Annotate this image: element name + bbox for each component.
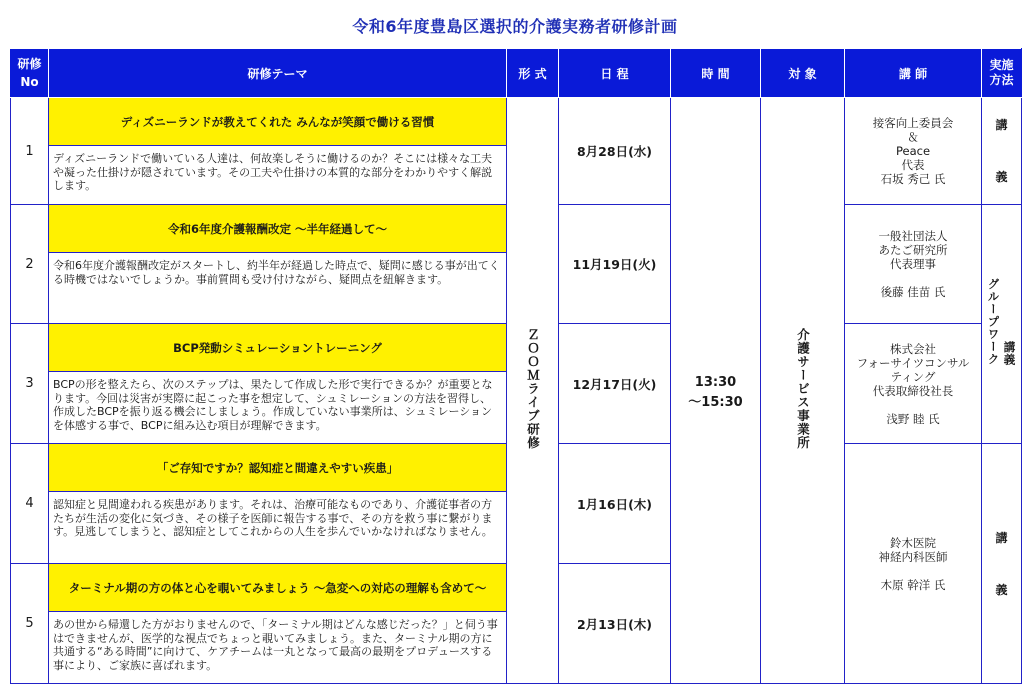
session-date: 11月19日(火) — [559, 205, 671, 324]
method-lecture-1: 講 義 — [995, 118, 1008, 184]
session-description: あの世から帰還した方がおりませんので、「ターミナル期はどんな感じだった？」と伺う事はできませんが、医学的な視点でちょっと覗いてみましょう。また、ターミナル期の方に共通する“ある時間”に向けて、ケアチームは一丸となって最高の最期をプロデュースする事により、ご家族に喜ばれます。 — [53, 618, 498, 672]
session-date: 12月17日(火) — [559, 324, 671, 444]
session-no: 1 — [11, 98, 49, 205]
lecturer-cell — [845, 444, 982, 684]
header-time: 時 間 — [671, 49, 761, 98]
session-theme-title: 令和6年度介護報酬改定 ～半年経過して～ — [49, 205, 506, 253]
session-theme-title: ディズニーランドが教えてくれた みんなが笑顔で働ける習慣 — [49, 98, 506, 146]
lecturer-2: 一般社団法人 あたご研究所 代表理事 後藤 佳苗 氏 — [878, 229, 948, 299]
time-cell — [671, 98, 761, 684]
method-group-work: グループワーク — [986, 278, 1001, 366]
session-theme — [49, 564, 507, 684]
session-description: BCPの形を整えたら、次のステップは、果たして作成した形で実行できるか？が重要となります。今回は災害が実際に起こった事を想定して、シュミレーションの方法を習得し、作成したBCPを振り返る機会にしましょう。作成していない事業所は、シュミレーションを体感する事で、BCPに組み込む項目が理解できます。 — [53, 378, 493, 432]
method-group-work-suffix: 講義 — [1002, 340, 1017, 366]
table-row — [11, 98, 1022, 205]
method-cell — [982, 444, 1022, 684]
session-no: 2 — [11, 205, 49, 324]
method-cell — [982, 98, 1022, 205]
lecturer-1: 接客向上委員会 ＆ Peace 代表 石坂 秀己 氏 — [872, 116, 954, 186]
session-date: 8月28日(水) — [559, 98, 671, 205]
method-lecture-2: 講 義 — [995, 530, 1008, 597]
session-theme-title: ターミナル期の方の体と心を覗いてみましょう ～急変への対応の理解も含めて～ — [49, 564, 506, 612]
format-text: ＺＯＯＭライブ研修 — [525, 327, 541, 450]
session-theme-title: 「ご存知ですか？認知症と間違えやすい疾患」 — [49, 444, 506, 492]
session-theme — [49, 324, 507, 444]
lecturer-cell — [845, 98, 982, 205]
session-no: 4 — [11, 444, 49, 564]
target-text: 介護サービス事業所 — [795, 327, 811, 450]
session-theme — [49, 98, 507, 205]
method-cell — [982, 205, 1022, 444]
training-plan-table — [10, 48, 1022, 684]
session-description: 認知症と見間違われる疾患があります。それは、治療可能なものであり、介護従事者の方たちが生活の変化に気づき、その様子を医師に報告する事で、その方を救う事に繋がります。見逃してしまうと、認知症としてこれからの人生を歩んでいかなければなりません。 — [53, 498, 493, 538]
session-date: 1月16日(木) — [559, 444, 671, 564]
time-text: 13:30 ～15:30 — [688, 374, 743, 410]
lecturer-3: 株式会社 フォーサイツコンサル ティング 代表取締役社長 浅野 睦 氏 — [856, 341, 970, 426]
header-format: 形 式 — [507, 49, 559, 98]
header-no: 研修 No — [11, 49, 49, 98]
session-theme-title: BCP発動シミュレーショントレーニング — [49, 324, 506, 372]
session-theme — [49, 444, 507, 564]
session-date: 2月13日(木) — [559, 564, 671, 684]
lecturer-cell — [845, 324, 982, 444]
header-date: 日 程 — [559, 49, 671, 98]
page-title: 令和6年度豊島区選択的介護実務者研修計画 — [352, 17, 678, 36]
header-lecturer: 講 師 — [845, 49, 982, 98]
header-theme: 研修テーマ — [49, 49, 507, 98]
lecturer-cell — [845, 205, 982, 324]
session-no: 5 — [11, 564, 49, 684]
format-cell — [507, 98, 559, 684]
header-target: 対 象 — [761, 49, 845, 98]
session-description: 令和6年度介護報酬改定がスタートし、約半年が経過した時点で、疑問に感じる事が出てくる時機ではないでしょうか。事前質問も受け付けながら、疑問点を紐解きます。 — [53, 259, 500, 286]
target-cell — [761, 98, 845, 684]
session-no: 3 — [11, 324, 49, 444]
session-description: ディズニーランドで働いている人達は、何故楽しそうに働けるのか？そこには様々な工夫や凝った仕掛けが隠されています。その工夫や仕掛けの本質的な部分をわかりやすく解説します。 — [53, 152, 493, 192]
table-header-row — [11, 49, 1022, 98]
header-method: 実施 方法 — [982, 49, 1022, 98]
lecturer-4: 鈴木医院 神経内科医師 木原 幹洋 氏 — [878, 535, 948, 592]
session-theme — [49, 205, 507, 324]
